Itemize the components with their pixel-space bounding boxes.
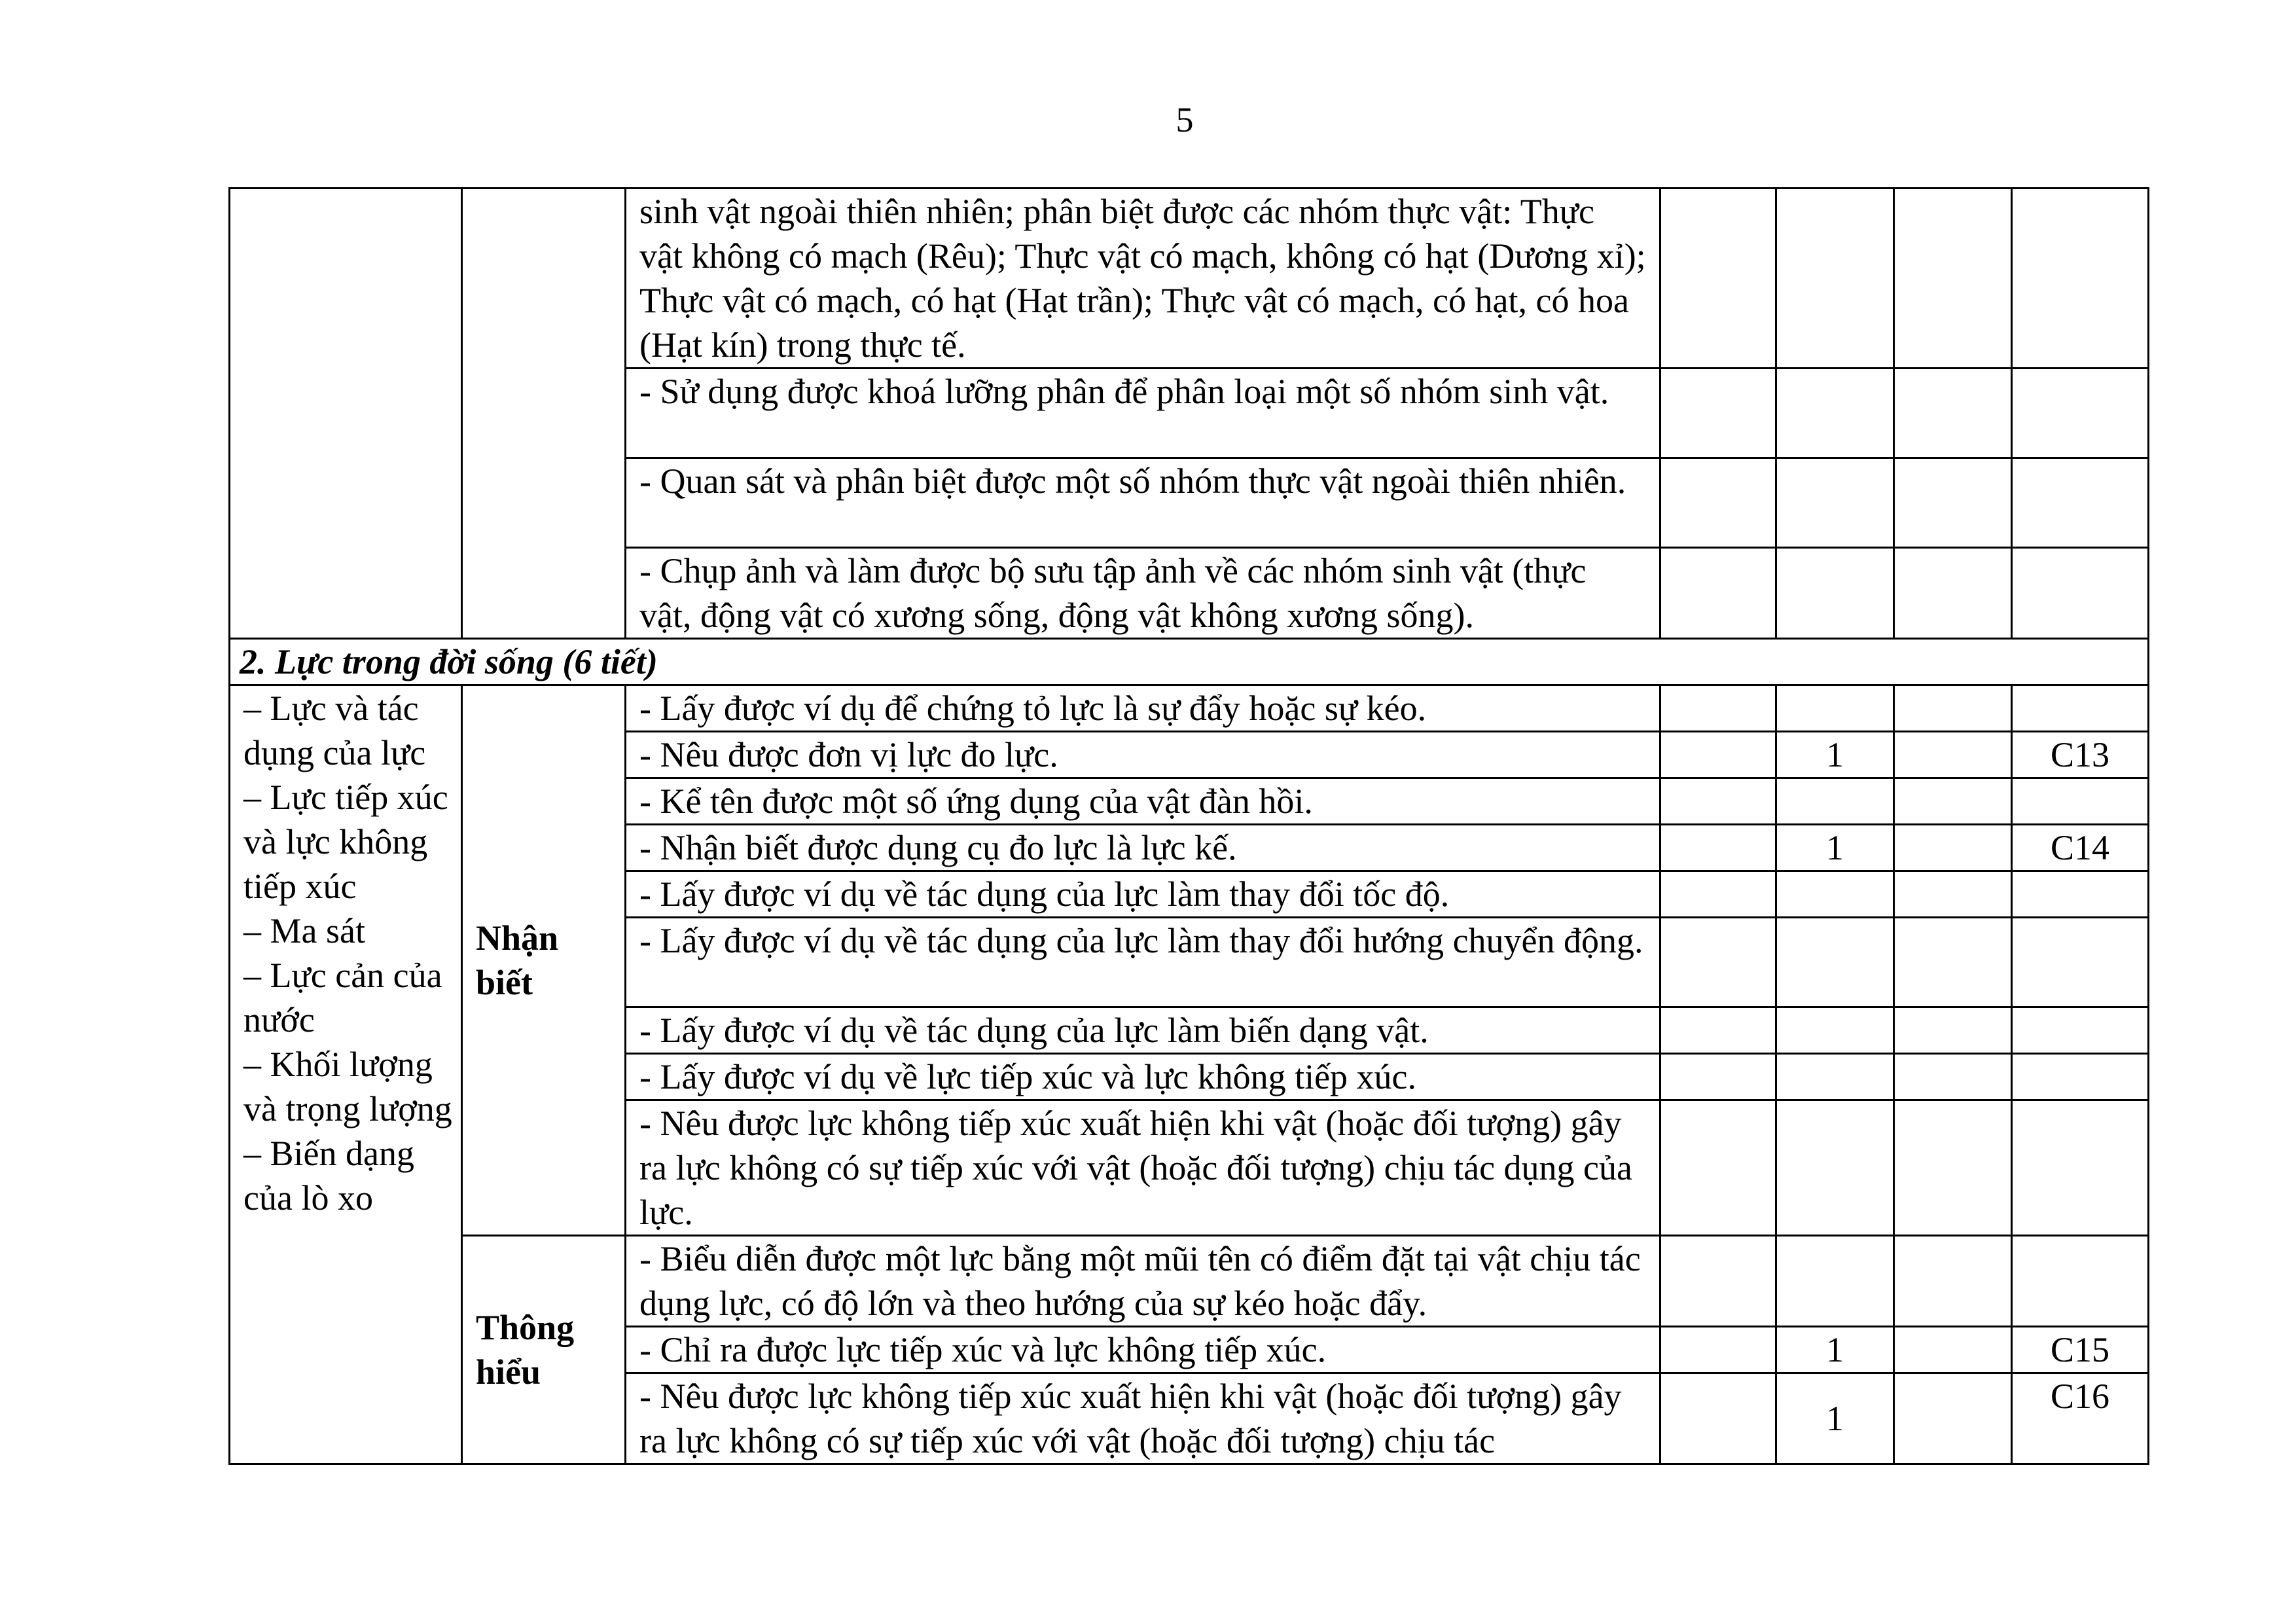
topic-list: – Lực và tác dụng của lực – Lực tiếp xúc và lực không tiếp xúc – Ma sát – Lực cản của nước – Khối lượng và trọng lượng – Biến dạng của lò xo (230, 685, 462, 1464)
level-recognition: Nhận biết (462, 685, 626, 1236)
question-count (1776, 1236, 1894, 1327)
requirement-cell: - Biểu diễn được một lực bằng một mũi tên có điểm đặt tại vật chịu tác dụng lực, có độ lớn và theo hướng của sự kéo hoặc đẩy. (626, 1236, 1660, 1327)
question-id: C14 (2012, 825, 2149, 871)
question-count: 1 (1776, 825, 1894, 871)
empty-cell (1660, 732, 1776, 778)
section-header-row (230, 639, 2149, 685)
empty-cell (2012, 458, 2149, 548)
empty-cell (1894, 369, 2012, 458)
empty-cell (1894, 548, 2012, 639)
question-id: C13 (2012, 732, 2149, 778)
empty-cell (1660, 871, 1776, 918)
empty-cell (1660, 1100, 1776, 1236)
level-comprehension: Thông hiểu (462, 1236, 626, 1464)
matrix-table (228, 187, 2149, 1465)
empty-cell (1660, 1373, 1776, 1464)
question-id (2012, 1236, 2149, 1327)
empty-cell (1894, 1327, 2012, 1373)
table-row (230, 189, 2149, 369)
question-id: C15 (2012, 1327, 2149, 1373)
requirement-cell: - Nêu được lực không tiếp xúc xuất hiện khi vật (hoặc đối tượng) gây ra lực không có sự tiếp xúc với vật (hoặc đối tượng) chịu tác (626, 1373, 1660, 1464)
empty-cell (1894, 871, 2012, 918)
requirement-cell: - Sử dụng được khoá lưỡng phân để phân loại một số nhóm sinh vật. (626, 369, 1660, 458)
page-number: 5 (1175, 100, 1194, 139)
question-count (1776, 1100, 1894, 1236)
question-count (1776, 1007, 1894, 1054)
empty-cell (2012, 369, 2149, 458)
question-count: 1 (1776, 1373, 1894, 1464)
empty-cell (1776, 548, 1894, 639)
empty-cell (1894, 1100, 2012, 1236)
empty-cell (2012, 189, 2149, 369)
empty-cell (1776, 369, 1894, 458)
question-id (2012, 1100, 2149, 1236)
requirement-cell: - Chỉ ra được lực tiếp xúc và lực không tiếp xúc. (626, 1327, 1660, 1373)
topic-cell (230, 189, 462, 639)
empty-cell (1660, 1054, 1776, 1100)
empty-cell (1894, 458, 2012, 548)
table-row (230, 1236, 2149, 1327)
empty-cell (1894, 189, 2012, 369)
requirement-cell: - Quan sát và phân biệt được một số nhóm thực vật ngoài thiên nhiên. (626, 458, 1660, 548)
empty-cell (1660, 548, 1776, 639)
empty-cell (1894, 778, 2012, 825)
requirement-cell: sinh vật ngoài thiên nhiên; phân biệt được các nhóm thực vật: Thực vật không có mạch (Rêu); Thực vật có mạch, không có hạt (Dương xỉ); Thực vật có mạch, có hạt (Hạt trần); Thực vật có mạch, có hạt, có hoa (Hạt kín) trong thực tế. (626, 189, 1660, 369)
question-count (1776, 871, 1894, 918)
question-id (2012, 778, 2149, 825)
question-id: C16 (2012, 1373, 2149, 1464)
empty-cell (1894, 918, 2012, 1007)
requirement-cell: - Nêu được đơn vị lực đo lực. (626, 732, 1660, 778)
requirement-cell: - Nêu được lực không tiếp xúc xuất hiện khi vật (hoặc đối tượng) gây ra lực không có sự tiếp xúc với vật (hoặc đối tượng) chịu tác dụng của lực. (626, 1100, 1660, 1236)
empty-cell (1894, 1007, 2012, 1054)
table-row (230, 685, 2149, 732)
question-id (2012, 685, 2149, 732)
empty-cell (1894, 732, 2012, 778)
requirement-cell: - Lấy được ví dụ để chứng tỏ lực là sự đẩy hoặc sự kéo. (626, 685, 1660, 732)
requirement-cell: - Kể tên được một số ứng dụng của vật đàn hồi. (626, 778, 1660, 825)
empty-cell (1894, 1373, 2012, 1464)
empty-cell (1894, 685, 2012, 732)
requirement-cell: - Nhận biết được dụng cụ đo lực là lực kế. (626, 825, 1660, 871)
question-count (1776, 778, 1894, 825)
question-id (2012, 1007, 2149, 1054)
requirement-cell: - Lấy được ví dụ về tác dụng của lực làm thay đổi tốc độ. (626, 871, 1660, 918)
level-cell (462, 189, 626, 639)
question-count (1776, 685, 1894, 732)
empty-cell (1660, 1007, 1776, 1054)
empty-cell (1660, 1236, 1776, 1327)
empty-cell (1660, 458, 1776, 548)
requirement-cell: - Lấy được ví dụ về tác dụng của lực làm biến dạng vật. (626, 1007, 1660, 1054)
empty-cell (2012, 548, 2149, 639)
question-id (2012, 918, 2149, 1007)
empty-cell (1660, 918, 1776, 1007)
empty-cell (1660, 685, 1776, 732)
question-id (2012, 871, 2149, 918)
empty-cell (1894, 1054, 2012, 1100)
empty-cell (1660, 189, 1776, 369)
question-count: 1 (1776, 1327, 1894, 1373)
empty-cell (1894, 825, 2012, 871)
empty-cell (1660, 1327, 1776, 1373)
empty-cell (1660, 778, 1776, 825)
requirement-cell: - Lấy được ví dụ về tác dụng của lực làm thay đổi hướng chuyển động. (626, 918, 1660, 1007)
question-count (1776, 918, 1894, 1007)
empty-cell (1776, 458, 1894, 548)
question-count: 1 (1776, 732, 1894, 778)
empty-cell (1776, 189, 1894, 369)
question-id (2012, 1054, 2149, 1100)
empty-cell (1894, 1236, 2012, 1327)
empty-cell (1660, 369, 1776, 458)
question-count (1776, 1054, 1894, 1100)
requirement-cell: - Lấy được ví dụ về lực tiếp xúc và lực không tiếp xúc. (626, 1054, 1660, 1100)
empty-cell (1660, 825, 1776, 871)
requirement-cell: - Chụp ảnh và làm được bộ sưu tập ảnh về các nhóm sinh vật (thực vật, động vật có xương sống, động vật không xương sống). (626, 548, 1660, 639)
section-title: 2. Lực trong đời sống (6 tiết) (230, 639, 2149, 685)
